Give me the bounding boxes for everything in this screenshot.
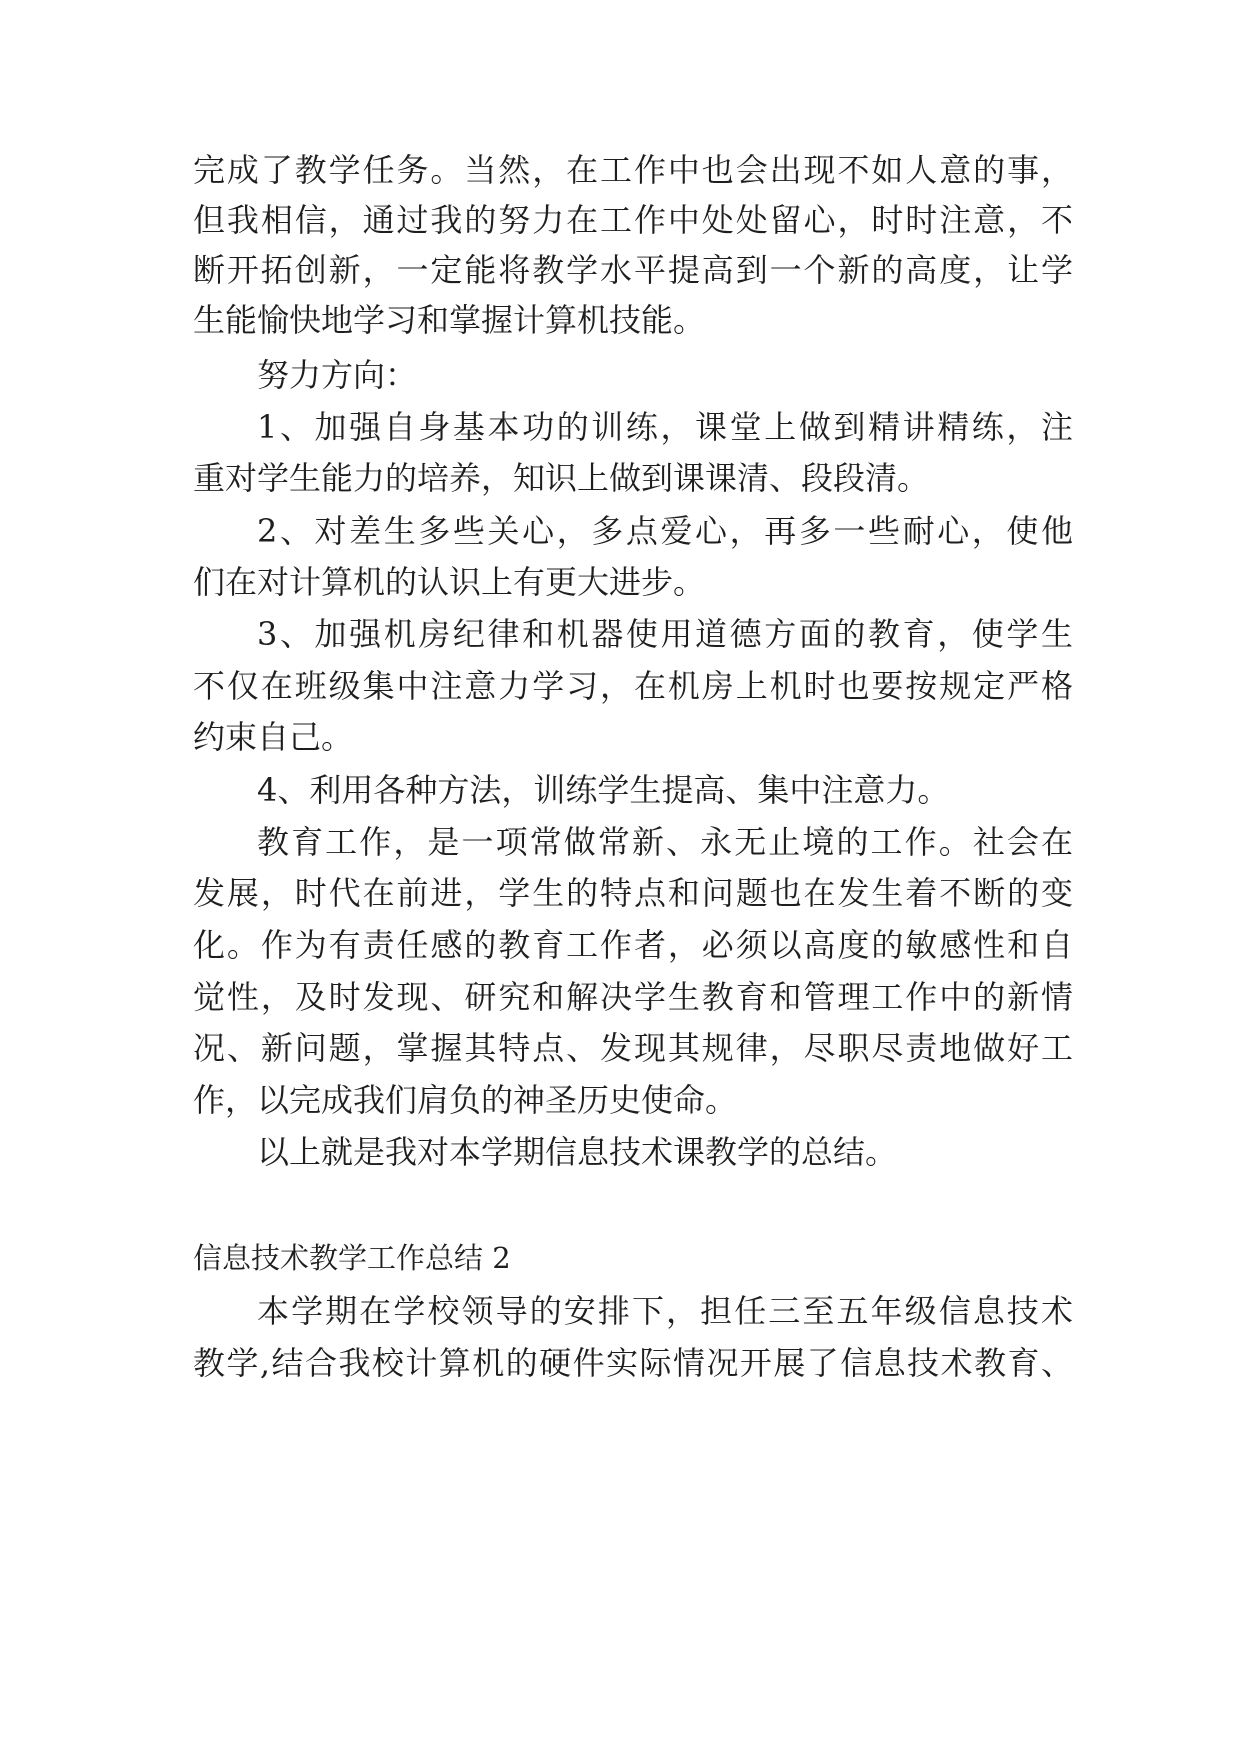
- section-heading: 信息技术教学工作总结 2: [193, 1241, 511, 1275]
- text-line: 但我相信，通过我的努力在工作中处处留心，时时注意，不: [193, 201, 1073, 239]
- text-line: 2、对差生多些关心，多点爱心，再多一些耐心，使他: [257, 512, 1073, 550]
- text-line: 教育工作，是一项常做常新、永无止境的工作。社会在: [257, 823, 1073, 861]
- text-line: 本学期在学校领导的安排下，担任三至五年级信息技术: [257, 1292, 1073, 1330]
- text-line: 化。作为有责任感的教育工作者，必须以高度的敏感性和自: [193, 926, 1073, 964]
- text-line: 重对学生能力的培养，知识上做到课课清、段段清。: [193, 459, 930, 497]
- text-line: 觉性，及时发现、研究和解决学生教育和管理工作中的新情: [193, 978, 1073, 1016]
- text-line: 努力方向：: [257, 356, 418, 394]
- text-line: 发展，时代在前进，学生的特点和问题也在发生着不断的变: [193, 874, 1073, 912]
- text-line: 以上就是我对本学期信息技术课教学的总结。: [257, 1133, 898, 1171]
- text-line: 完成了教学任务。当然，在工作中也会出现不如人意的事，: [193, 151, 1073, 189]
- text-line: 生能愉快地学习和掌握计算机技能。: [193, 301, 706, 339]
- text-line: 不仅在班级集中注意力学习，在机房上机时也要按规定严格: [193, 667, 1073, 705]
- text-line: 作，以完成我们肩负的神圣历史使命。: [193, 1081, 738, 1119]
- text-line: 况、新问题，掌握其特点、发现其规律，尽职尽责地做好工: [193, 1029, 1073, 1067]
- text-line: 4、利用各种方法，训练学生提高、集中注意力。: [257, 771, 950, 809]
- text-line: 约束自己。: [193, 718, 354, 756]
- text-line: 断开拓创新，一定能将教学水平提高到一个新的高度，让学: [193, 251, 1073, 289]
- text-line: 教学,结合我校计算机的硬件实际情况开展了信息技术教育、: [193, 1344, 1073, 1382]
- text-line: 1、加强自身基本功的训练，课堂上做到精讲精练，注: [257, 408, 1073, 446]
- text-line: 3、加强机房纪律和机器使用道德方面的教育，使学生: [257, 615, 1073, 653]
- text-line: 们在对计算机的认识上有更大进步。: [193, 563, 706, 601]
